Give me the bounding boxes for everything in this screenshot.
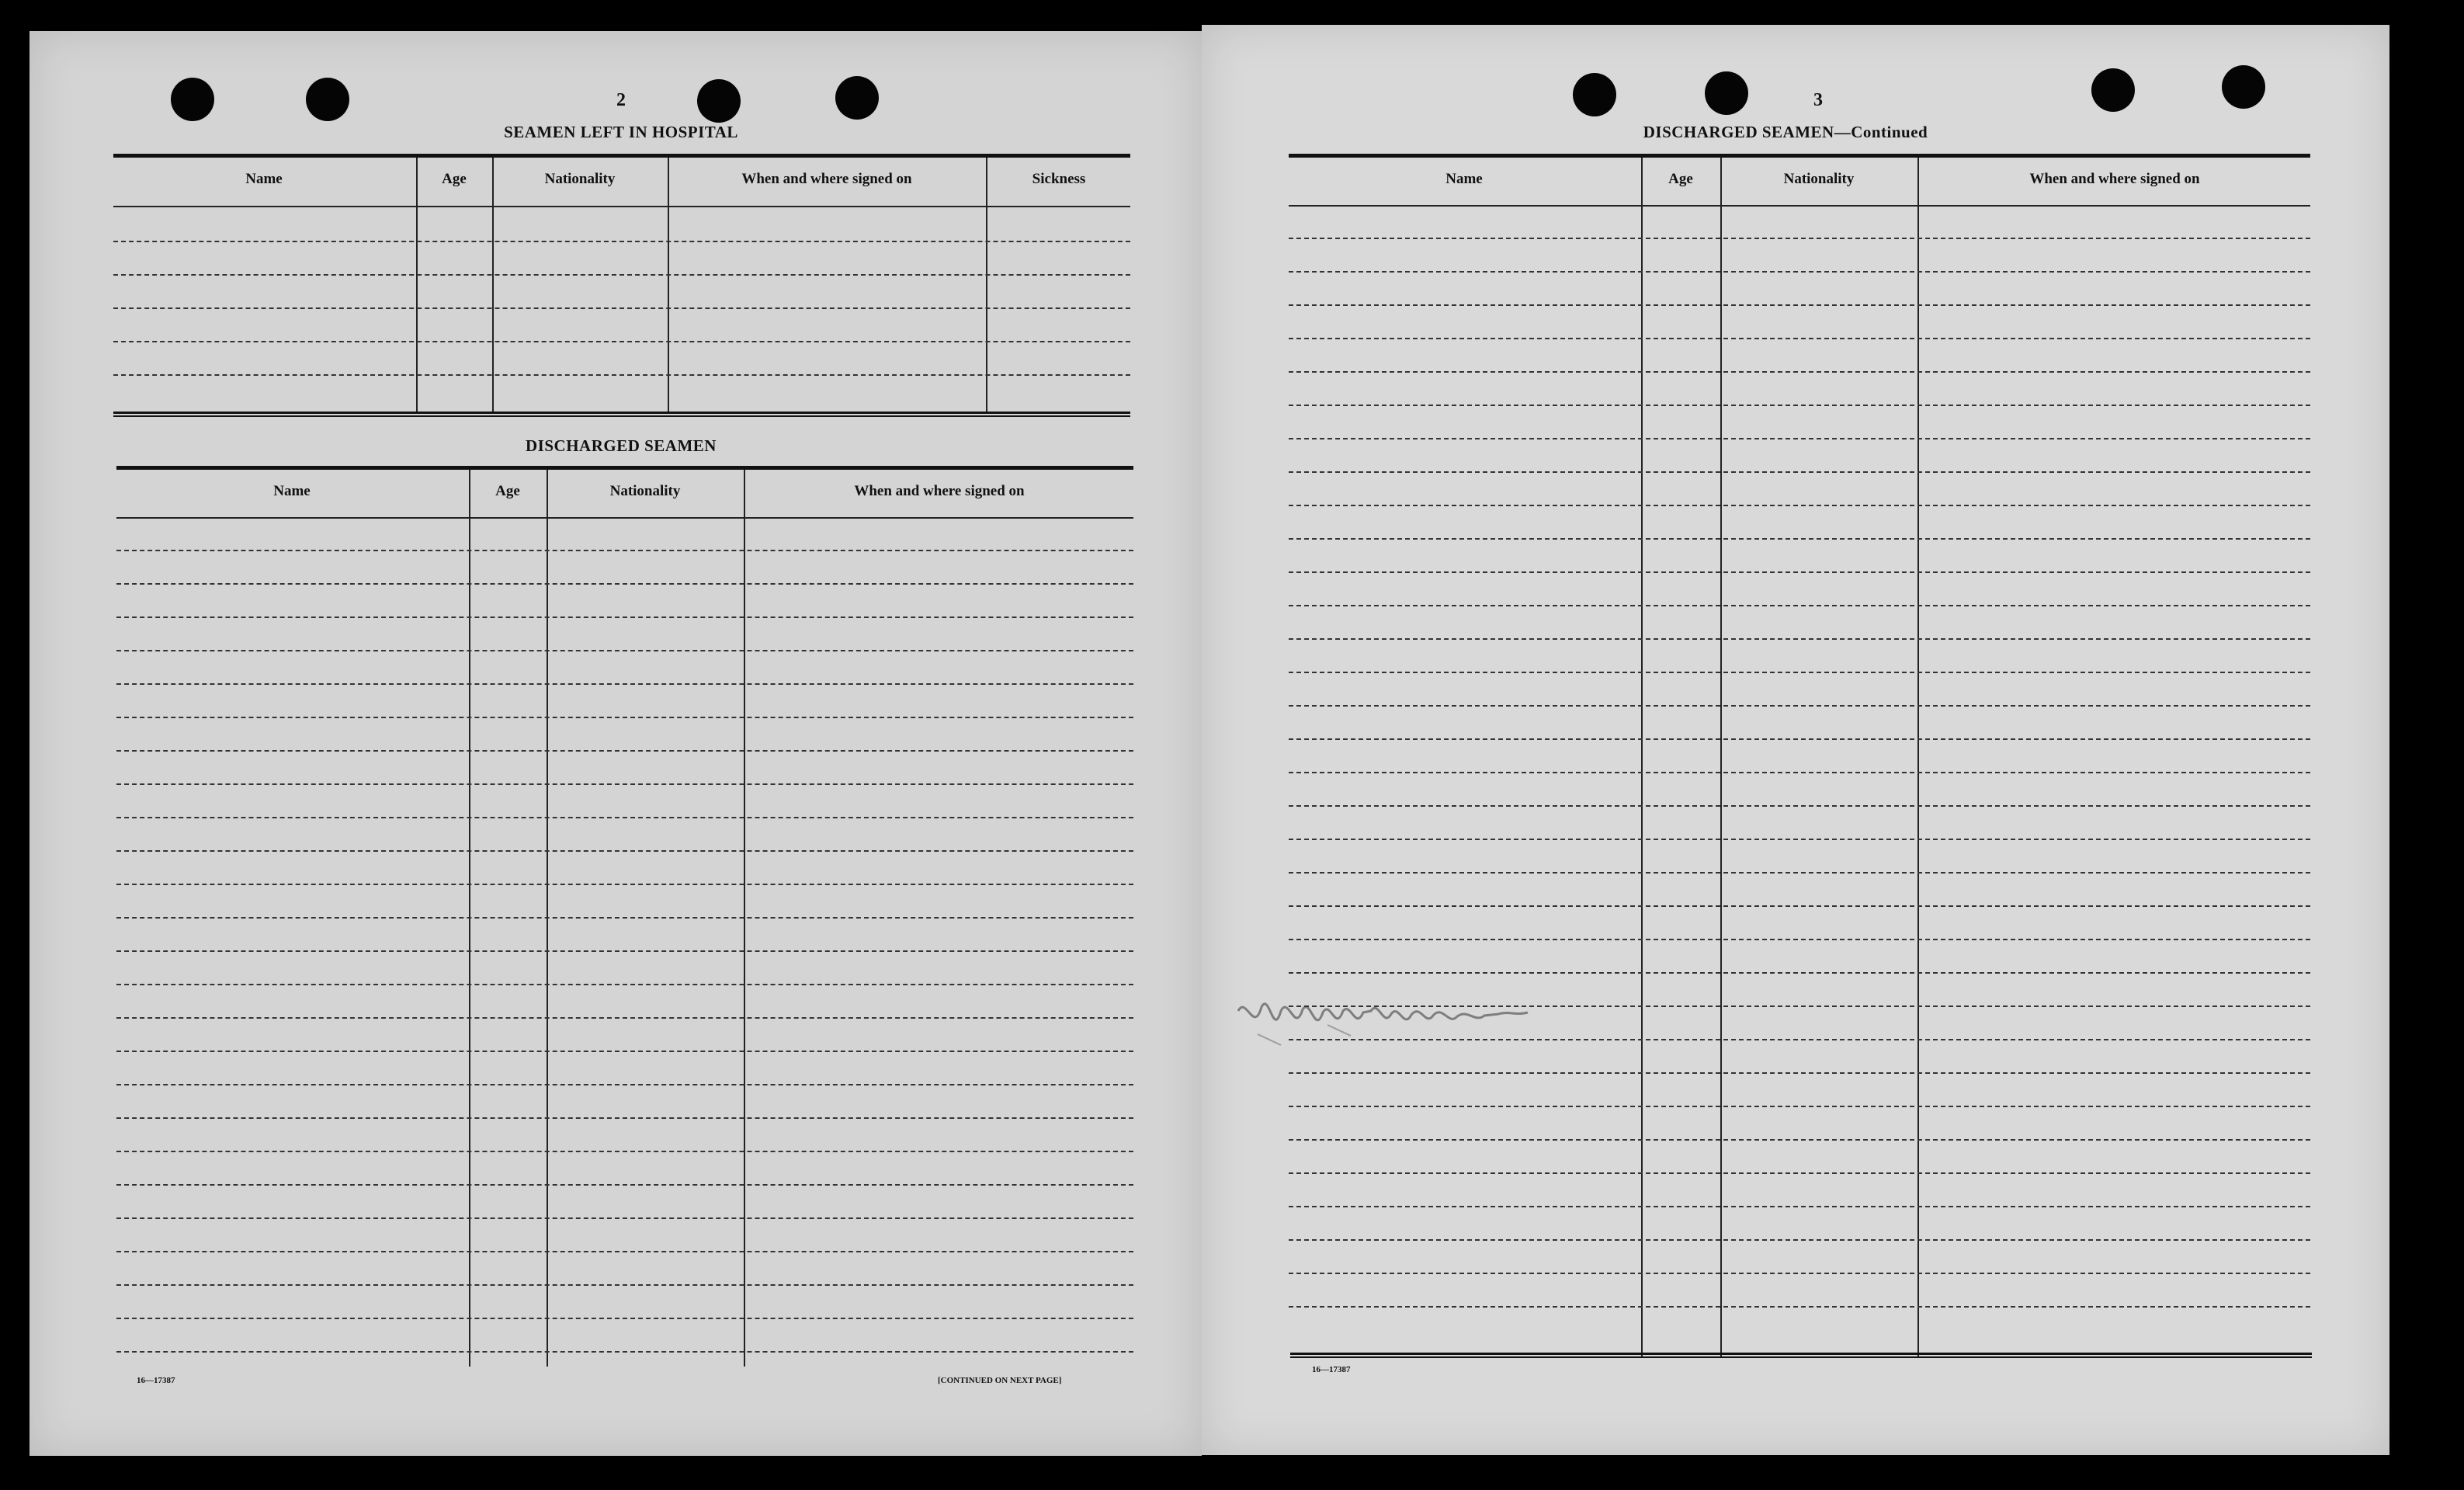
table-row-line: [1289, 905, 2310, 907]
header-underline: [1289, 205, 2310, 207]
table-row-line: [116, 1017, 1133, 1019]
table-row-line: [116, 917, 1133, 919]
col-header-name: Name: [245, 171, 283, 187]
col-header-age: Age: [442, 171, 467, 187]
handwritten-signature: [1234, 980, 1560, 1058]
col-header-age: Age: [495, 483, 520, 499]
table-row-line: [1289, 705, 2310, 707]
page-number-left: 2: [616, 90, 626, 110]
table-row-line: [113, 307, 1130, 309]
table-bottom-rule: [1290, 1353, 2312, 1358]
hospital-section-title: SEAMEN LEFT IN HOSPITAL: [504, 123, 738, 141]
punch-hole: [697, 79, 741, 123]
table-row-line: [116, 1284, 1133, 1286]
table-row-line: [1289, 638, 2310, 640]
table-bottom-rule: [113, 412, 1130, 417]
table-row-line: [116, 850, 1133, 852]
table-row-line: [1289, 338, 2310, 339]
col-header-sickness: Sickness: [1032, 171, 1086, 187]
table-row-line: [116, 1184, 1133, 1186]
header-underline: [116, 517, 1133, 519]
form-code: 16—17387: [1312, 1365, 1351, 1374]
table-top-rule: [113, 154, 1130, 158]
table-row-line: [1289, 304, 2310, 306]
page-number-right: 3: [1813, 90, 1823, 110]
form-code: 16—17387: [137, 1376, 175, 1385]
discharged-continued-title: DISCHARGED SEAMEN—Continued: [1643, 123, 1928, 141]
table-row-line: [1289, 672, 2310, 673]
table-row-line: [1289, 1206, 2310, 1207]
table-row-line: [113, 341, 1130, 342]
table-row-line: [116, 984, 1133, 985]
table-row-line: [116, 950, 1133, 952]
table-row-line: [1289, 939, 2310, 940]
table-row-line: [1289, 1106, 2310, 1107]
col-header-name: Name: [273, 483, 311, 499]
table-row-line: [1289, 505, 2310, 506]
table-row-line: [1289, 872, 2310, 874]
table-row-line: [113, 241, 1130, 242]
table-row-line: [116, 1117, 1133, 1119]
table-row-line: [116, 550, 1133, 551]
table-row-line: [116, 1151, 1133, 1152]
col-header-signed-on: When and where signed on: [854, 483, 1025, 499]
col-header-nationality: Nationality: [1783, 171, 1855, 187]
table-row-line: [1289, 1072, 2310, 1074]
table-row-line: [1289, 405, 2310, 406]
table-row-line: [1289, 605, 2310, 606]
table-row-line: [1289, 271, 2310, 273]
col-header-nationality: Nationality: [544, 171, 616, 187]
table-row-line: [116, 817, 1133, 818]
table-row-line: [1289, 1172, 2310, 1174]
table-row-line: [1289, 438, 2310, 439]
table-top-rule: [116, 466, 1133, 470]
table-row-line: [116, 1318, 1133, 1319]
col-header-name: Name: [1445, 171, 1483, 187]
table-row-line: [116, 750, 1133, 752]
table-row-line: [1289, 1139, 2310, 1141]
table-row-line: [116, 1051, 1133, 1052]
table-row-line: [1289, 972, 2310, 974]
col-header-nationality: Nationality: [609, 483, 681, 499]
table-row-line: [1289, 471, 2310, 473]
discharged-section-title: DISCHARGED SEAMEN: [526, 436, 717, 455]
table-row-line: [1289, 1239, 2310, 1241]
table-row-line: [1289, 772, 2310, 773]
table-row-line: [116, 650, 1133, 651]
table-top-rule: [1289, 154, 2310, 158]
continued-note: [CONTINUED ON NEXT PAGE]: [938, 1376, 1062, 1385]
punch-hole: [835, 76, 879, 120]
punch-hole: [171, 78, 214, 121]
punch-hole: [2222, 65, 2265, 109]
table-row-line: [1289, 1306, 2310, 1308]
table-row-line: [1289, 571, 2310, 573]
table-row-line: [1289, 738, 2310, 740]
table-row-line: [116, 683, 1133, 685]
table-row-line: [116, 616, 1133, 618]
table-row-line: [1289, 805, 2310, 807]
punch-hole: [1705, 71, 1748, 115]
col-header-signed-on: When and where signed on: [2029, 171, 2200, 187]
table-row-line: [116, 583, 1133, 585]
col-header-signed-on: When and where signed on: [741, 171, 912, 187]
table-row-line: [113, 374, 1130, 376]
table-row-line: [1289, 839, 2310, 840]
col-header-age: Age: [1668, 171, 1693, 187]
left-page: [29, 31, 1202, 1456]
table-row-line: [116, 1251, 1133, 1252]
punch-hole: [1573, 73, 1616, 116]
table-row-line: [116, 1084, 1133, 1085]
punch-hole: [2091, 68, 2135, 112]
table-row-line: [1289, 371, 2310, 373]
table-row-line: [116, 717, 1133, 718]
table-row-line: [116, 1217, 1133, 1219]
header-underline: [113, 206, 1130, 207]
punch-hole: [306, 78, 349, 121]
table-row-line: [116, 1351, 1133, 1353]
table-row-line: [116, 783, 1133, 785]
table-row-line: [113, 274, 1130, 276]
table-row-line: [1289, 238, 2310, 239]
table-row-line: [116, 884, 1133, 885]
table-row-line: [1289, 1273, 2310, 1274]
table-row-line: [1289, 538, 2310, 540]
